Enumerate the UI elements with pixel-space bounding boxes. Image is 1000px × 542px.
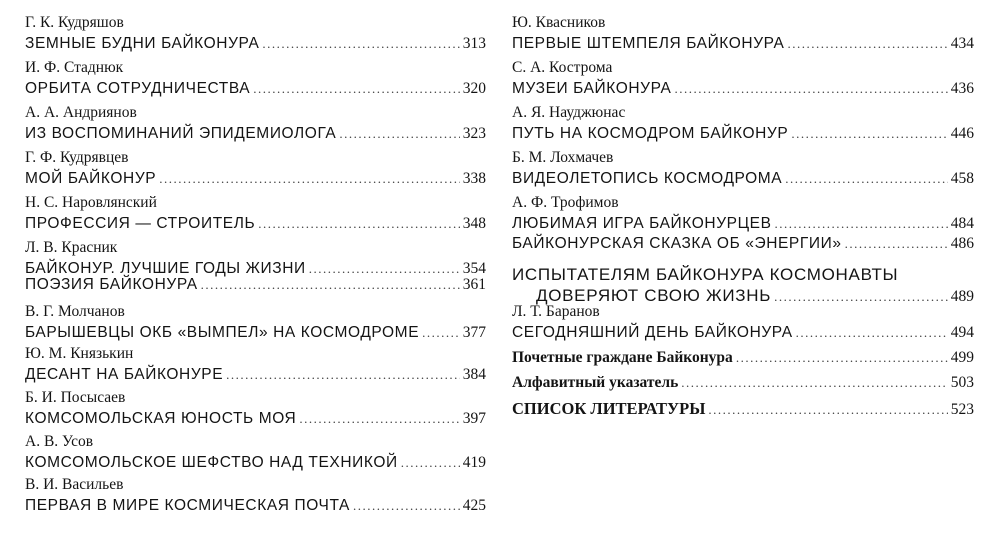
entry-title-line-1: ИСПЫТАТЕЛЯМ БАЙКОНУРА КОСМОНАВТЫ bbox=[512, 265, 899, 284]
entry-title: СЕГОДНЯШНИЙ ДЕНЬ БАЙКОНУРА bbox=[512, 324, 793, 341]
entry-title: ПРОФЕССИЯ — СТРОИТЕЛЬ bbox=[25, 215, 256, 232]
dot-leader bbox=[262, 35, 459, 53]
entry-line bbox=[25, 324, 486, 342]
entry-title: КОМСОМОЛЬСКАЯ ЮНОСТЬ МОЯ bbox=[25, 410, 297, 427]
entry-title: БАЙКОНУР. ЛУЧШИЕ ГОДЫ ЖИЗНИ bbox=[25, 260, 306, 277]
entry-author: Б. И. Посысаев bbox=[25, 389, 126, 406]
entry-author: А. В. Усов bbox=[25, 433, 94, 450]
entry-author: А. А. Андриянов bbox=[25, 104, 137, 121]
entry-line bbox=[512, 80, 974, 98]
entry-author: Б. М. Лохмачев bbox=[512, 149, 614, 166]
entry-title: ПЕРВЫЕ ШТЕМПЕЛЯ БАЙКОНУРА bbox=[512, 35, 785, 52]
entry-page-number: 494 bbox=[950, 324, 974, 341]
entry-page-number: 397 bbox=[462, 410, 486, 427]
entry-line bbox=[512, 125, 974, 143]
dot-leader bbox=[736, 349, 948, 367]
entry-page-number: 384 bbox=[462, 366, 486, 383]
dot-leader bbox=[201, 276, 460, 294]
dot-leader bbox=[681, 374, 947, 392]
dot-leader bbox=[299, 410, 459, 428]
entry-page-number: 354 bbox=[462, 260, 486, 277]
entry-page-number: 489 bbox=[950, 288, 974, 305]
entry-page-number: 377 bbox=[462, 324, 486, 341]
entry-title: ПЕРВАЯ В МИРЕ КОСМИЧЕСКАЯ ПОЧТА bbox=[25, 497, 350, 514]
entry-title: ПУТЬ НА КОСМОДРОМ БАЙКОНУР bbox=[512, 125, 789, 142]
entry-line bbox=[25, 454, 486, 472]
entry-line bbox=[25, 410, 486, 428]
entry-line bbox=[512, 349, 974, 367]
dot-leader bbox=[258, 215, 460, 233]
entry-page-number: 446 bbox=[950, 125, 974, 142]
entry-page-number: 425 bbox=[462, 497, 486, 514]
entry-title: БАРЫШЕВЦЫ ОКБ «ВЫМПЕЛ» НА КОСМОДРОМЕ bbox=[25, 324, 420, 341]
entry-title: МОЙ БАЙКОНУР bbox=[25, 170, 157, 187]
entry-title: ПОЭЗИЯ БАЙКОНУРА bbox=[25, 276, 198, 293]
entry-line bbox=[512, 215, 974, 233]
entry-page-number: 523 bbox=[950, 401, 974, 418]
entry-author: Ю. М. Князькин bbox=[25, 345, 134, 362]
dot-leader bbox=[422, 324, 460, 342]
dot-leader bbox=[674, 80, 947, 98]
entry-line bbox=[512, 35, 974, 53]
entry-author: Г. К. Кудряшов bbox=[25, 14, 124, 31]
entry-page-number: 436 bbox=[950, 80, 974, 97]
entry-title: ОРБИТА СОТРУДНИЧЕСТВА bbox=[25, 80, 251, 97]
entry-author: А. Ф. Трофимов bbox=[512, 194, 619, 211]
entry-line bbox=[25, 276, 486, 294]
dot-leader bbox=[791, 125, 947, 143]
entry-line bbox=[25, 497, 486, 515]
entry-author: И. Ф. Стаднюк bbox=[25, 59, 124, 76]
entry-page-number: 419 bbox=[462, 454, 486, 471]
dot-leader bbox=[775, 215, 948, 233]
dot-leader bbox=[253, 80, 460, 98]
entry-line bbox=[25, 366, 486, 384]
entry-title: ДЕСАНТ НА БАЙКОНУРЕ bbox=[25, 366, 224, 383]
entry-title: ЗЕМНЫЕ БУДНИ БАЙКОНУРА bbox=[25, 35, 260, 52]
dot-leader bbox=[353, 497, 460, 515]
entry-line bbox=[512, 374, 974, 392]
entry-title: ДОВЕРЯЮТ СВОЮ ЖИЗНЬ bbox=[536, 286, 772, 305]
entry-page-number: 503 bbox=[950, 374, 974, 391]
entry-page-number: 313 bbox=[462, 35, 486, 52]
entry-author: В. Г. Молчанов bbox=[25, 303, 125, 320]
entry-page-number: 499 bbox=[950, 349, 974, 366]
entry-title: ЛЮБИМАЯ ИГРА БАЙКОНУРЦЕВ bbox=[512, 215, 772, 232]
entry-page-number: 338 bbox=[462, 170, 486, 187]
entry-line bbox=[25, 215, 486, 233]
entry-page-number: 484 bbox=[950, 215, 974, 232]
dot-leader bbox=[785, 170, 948, 188]
dot-leader bbox=[845, 235, 948, 253]
dot-leader bbox=[796, 324, 948, 342]
entry-author: Л. Т. Баранов bbox=[512, 303, 600, 320]
entry-title: КОМСОМОЛЬСКОЕ ШЕФСТВО НАД ТЕХНИКОЙ bbox=[25, 454, 398, 471]
entry-title: ВИДЕОЛЕТОПИСЬ КОСМОДРОМА bbox=[512, 170, 783, 187]
entry-line bbox=[512, 170, 974, 188]
dot-leader bbox=[774, 288, 948, 306]
entry-page-number: 434 bbox=[950, 35, 974, 52]
entry-title: СПИСОК ЛИТЕРАТУРЫ bbox=[512, 399, 706, 418]
entry-page-number: 361 bbox=[462, 276, 486, 293]
entry-author: Н. С. Наровлянский bbox=[25, 194, 157, 211]
entry-page-number: 323 bbox=[462, 125, 486, 142]
entry-line bbox=[512, 235, 974, 253]
entry-line bbox=[25, 170, 486, 188]
entry-author: Г. Ф. Кудрявцев bbox=[25, 149, 129, 166]
dot-leader bbox=[708, 401, 947, 419]
entry-author: А. Я. Науджюнас bbox=[512, 104, 626, 121]
entry-page-number: 320 bbox=[462, 80, 486, 97]
entry-title: МУЗЕИ БАЙКОНУРА bbox=[512, 80, 672, 97]
entry-line bbox=[25, 125, 486, 143]
dot-leader bbox=[788, 35, 948, 53]
entry-title: Почетные граждане Байконура bbox=[512, 349, 733, 366]
entry-title: Алфавитный указатель bbox=[512, 374, 679, 391]
entry-author: В. И. Васильев bbox=[25, 476, 124, 493]
entry-page-number: 348 bbox=[462, 215, 486, 232]
entry-page-number: 458 bbox=[950, 170, 974, 187]
entry-author: Л. В. Красник bbox=[25, 239, 118, 256]
dot-leader bbox=[226, 366, 460, 384]
entry-title: БАЙКОНУРСКАЯ СКАЗКА ОБ «ЭНЕРГИИ» bbox=[512, 235, 842, 252]
entry-line bbox=[25, 80, 486, 98]
entry-line bbox=[25, 35, 486, 53]
dot-leader bbox=[339, 125, 459, 143]
entry-author: С. А. Кострома bbox=[512, 59, 613, 76]
dot-leader bbox=[401, 454, 460, 472]
entry-title: ИЗ ВОСПОМИНАНИЙ ЭПИДЕМИОЛОГА bbox=[25, 125, 337, 142]
entry-page-number: 486 bbox=[950, 235, 974, 252]
dot-leader bbox=[159, 170, 460, 188]
entry-line bbox=[512, 324, 974, 342]
entry-author: Ю. Квасников bbox=[512, 14, 606, 31]
entry-line bbox=[512, 400, 974, 419]
